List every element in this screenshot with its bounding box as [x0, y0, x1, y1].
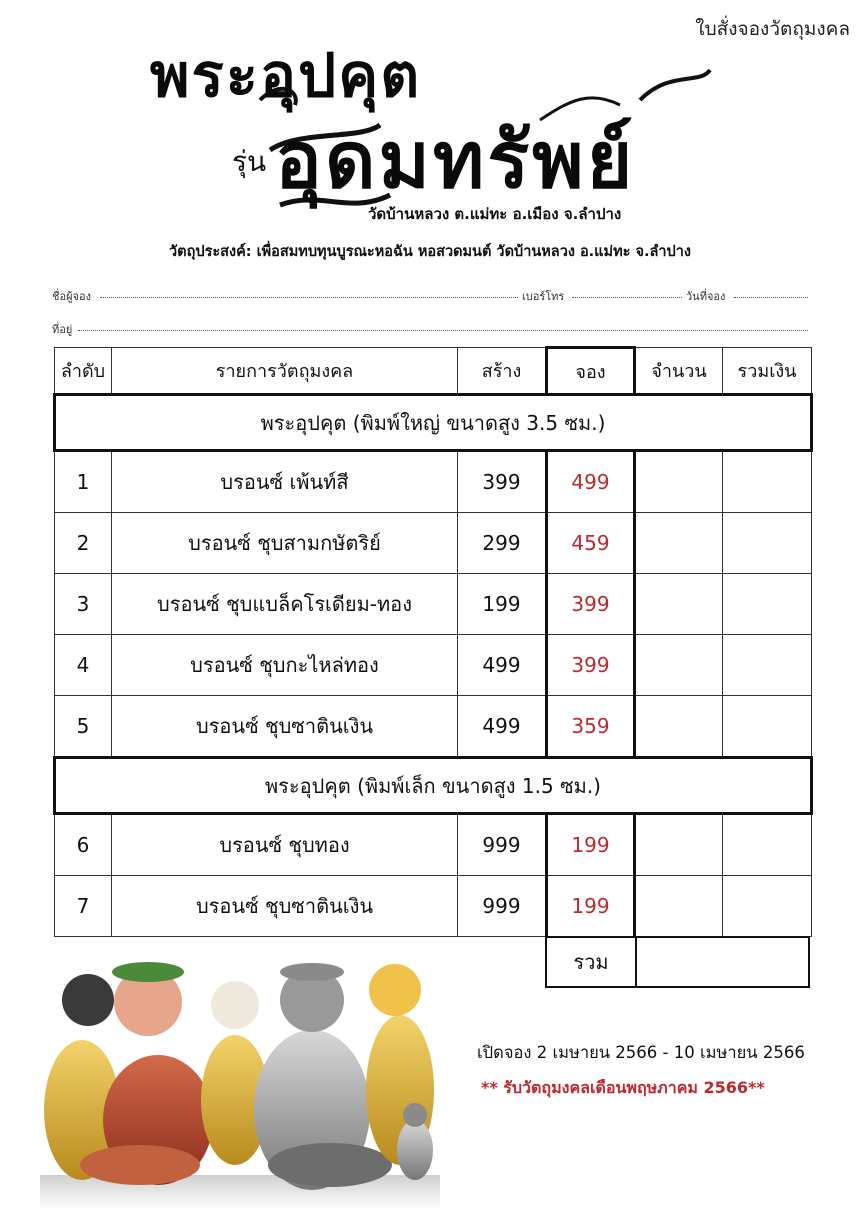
row-price: 459	[547, 513, 635, 574]
temple-address: วัดบ้านหลวง ต.แม่ทะ อ.เมือง จ.ลำปาง	[368, 205, 622, 223]
row-quantity-input[interactable]	[635, 876, 723, 937]
row-total-input[interactable]	[723, 696, 812, 758]
row-total-input[interactable]	[723, 451, 812, 513]
row-no: 6	[55, 814, 112, 876]
row-item: บรอนซ์ ชุบสามกษัตริย์	[112, 513, 458, 574]
purpose-line: วัตถุประสงค์: เพื่อสมทบทุนบูรณะหอฉัน หอสวดมนต์ วัดบ้านหลวง อ.แม่ทะ จ.ลำปาง	[169, 244, 691, 260]
address-field[interactable]	[78, 320, 808, 331]
row-item: บรอนซ์ เพ้นท์สี	[112, 451, 458, 513]
table-row	[55, 696, 812, 758]
header-made: สร้าง	[458, 348, 547, 395]
document-type: ใบสั่งจองวัตถุมงคล	[695, 18, 850, 40]
row-total-input[interactable]	[723, 635, 812, 696]
row-total-input[interactable]	[723, 876, 812, 937]
booking-period: เปิดจอง 2 เมษายน 2566 - 10 เมษายน 2566	[477, 1043, 805, 1062]
order-table	[53, 346, 813, 937]
row-item: บรอนซ์ ชุบทอง	[112, 814, 458, 876]
row-made: 499	[458, 635, 547, 696]
table-row	[55, 876, 812, 937]
date-field[interactable]	[734, 287, 808, 298]
row-price: 199	[547, 814, 635, 876]
title-line-1: พระอุปคุต	[150, 41, 422, 111]
row-quantity-input[interactable]	[635, 814, 723, 876]
table-row	[55, 574, 812, 635]
figurines-photo	[40, 950, 440, 1210]
row-made: 999	[458, 814, 547, 876]
row-no: 7	[55, 876, 112, 937]
row-item: บรอนซ์ ชุบซาตินเงิน	[112, 876, 458, 937]
table-header-row	[55, 348, 812, 395]
title-line-2: อุดมทรัพย์	[275, 115, 636, 206]
row-item: บรอนซ์ ชุบซาตินเงิน	[112, 696, 458, 758]
row-item: บรอนซ์ ชุบแบล็คโรเดียม-ทอง	[112, 574, 458, 635]
table-row	[55, 635, 812, 696]
row-quantity-input[interactable]	[635, 635, 723, 696]
header-no: ลำดับ	[55, 348, 112, 395]
row-no: 5	[55, 696, 112, 758]
table-row	[55, 513, 812, 574]
row-price: 399	[547, 574, 635, 635]
row-total-input[interactable]	[723, 814, 812, 876]
address-label: ที่อยู่	[52, 323, 73, 336]
section-title-small: พระอุปคุต (พิมพ์เล็ก ขนาดสูง 1.5 ซม.)	[55, 758, 812, 814]
row-no: 2	[55, 513, 112, 574]
section-title-large: พระอุปคุต (พิมพ์ใหญ่ ขนาดสูง 3.5 ซม.)	[55, 395, 812, 451]
row-made: 999	[458, 876, 547, 937]
date-label: วันที่จอง	[686, 290, 726, 303]
row-price: 399	[547, 635, 635, 696]
grand-total-field[interactable]	[637, 938, 808, 986]
header-booking-price: จอง	[547, 348, 635, 395]
row-made: 199	[458, 574, 547, 635]
row-price: 499	[547, 451, 635, 513]
row-made: 499	[458, 696, 547, 758]
header-total: รวมเงิน	[723, 348, 812, 395]
total-label: รวม	[547, 938, 637, 986]
title-prefix: รุ่น	[232, 145, 267, 178]
row-no: 4	[55, 635, 112, 696]
header-item: รายการวัตถุมงคล	[112, 348, 458, 395]
row-quantity-input[interactable]	[635, 696, 723, 758]
row-quantity-input[interactable]	[635, 513, 723, 574]
table-row	[55, 814, 812, 876]
row-total-input[interactable]	[723, 513, 812, 574]
row-item: บรอนซ์ ชุบกะไหล่ทอง	[112, 635, 458, 696]
row-quantity-input[interactable]	[635, 451, 723, 513]
row-quantity-input[interactable]	[635, 574, 723, 635]
name-label: ชื่อผู้จอง	[52, 290, 91, 303]
total-box	[545, 936, 810, 988]
phone-field[interactable]	[572, 287, 682, 298]
row-price: 359	[547, 696, 635, 758]
receive-note: ** รับวัตถุมงคลเดือนพฤษภาคม 2566**	[481, 1078, 765, 1097]
row-no: 3	[55, 574, 112, 635]
row-total-input[interactable]	[723, 574, 812, 635]
row-price: 199	[547, 876, 635, 937]
table-row	[55, 451, 812, 513]
row-made: 399	[458, 451, 547, 513]
row-made: 299	[458, 513, 547, 574]
header-quantity: จำนวน	[635, 348, 723, 395]
phone-label: เบอร์โทร	[522, 290, 565, 303]
name-field[interactable]	[100, 287, 518, 298]
row-no: 1	[55, 451, 112, 513]
